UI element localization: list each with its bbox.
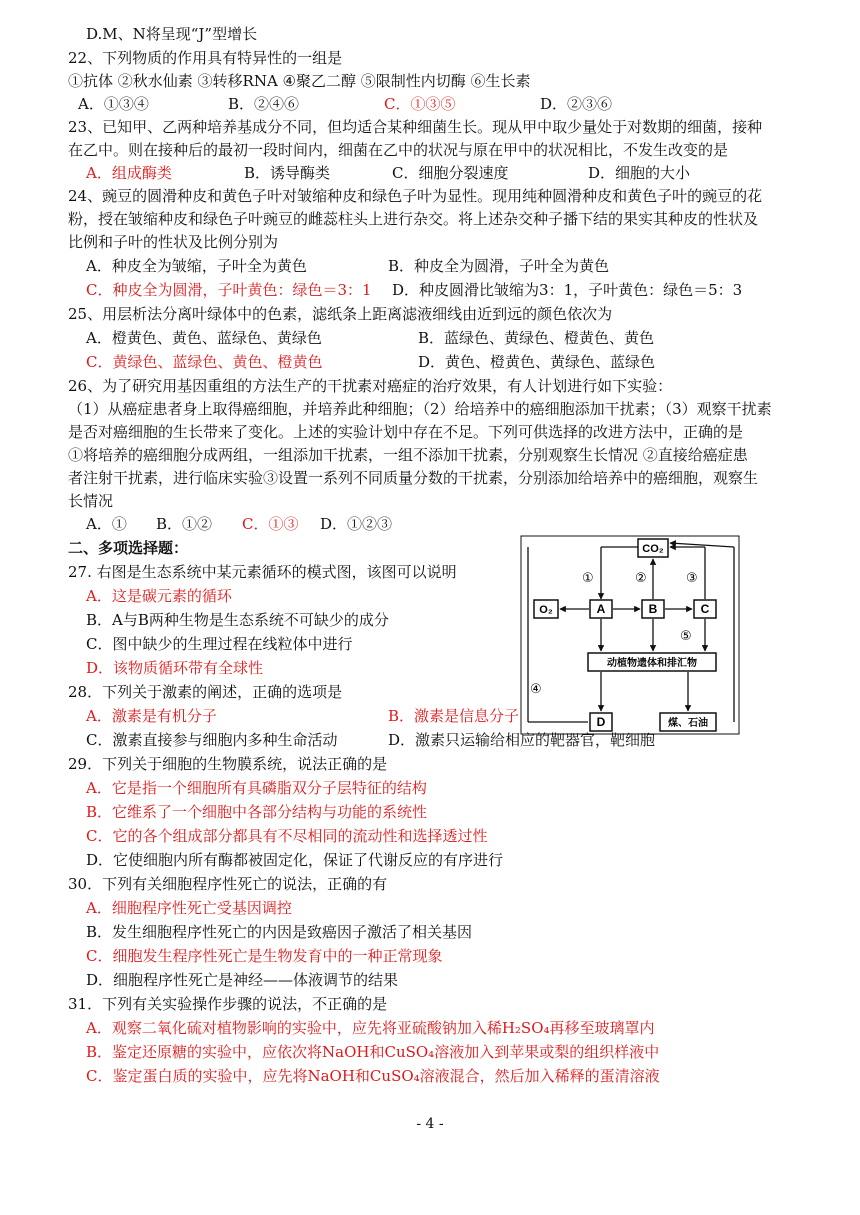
- node-c-label: C: [700, 602, 710, 616]
- section-heading: 二、多项选择题：: [68, 539, 189, 557]
- q30-option-a: A．细胞程序性死亡受基因调控: [86, 899, 292, 917]
- remains-label: 动植物遗体和排汇物: [607, 658, 697, 669]
- q23-option-a: A．组成酶类: [86, 164, 172, 182]
- q24-option-c: C．种皮全为圆滑，子叶黄色：绿色＝3：1: [86, 281, 372, 299]
- q28-option-b: B．激素是信息分子: [388, 707, 520, 725]
- q24-stem-3: 比例和子叶的性状及比例分别为: [68, 233, 279, 251]
- label-4: ④: [530, 682, 542, 697]
- q24-stem-2: 粉，授在皱缩种皮和绿色子叶豌豆的雌蕊柱头上进行杂交。将上述杂交种子播下结的果实其种皮的性状及: [68, 210, 759, 228]
- node-b-label: B: [648, 602, 658, 616]
- q27-stem: 27. 右图是生态系统中某元素循环的模式图，该图可以说明: [68, 563, 457, 581]
- q29-option-c: C．它的各个组成部分都具有不尽相同的流动性和选择透过性: [86, 827, 488, 845]
- q31-option-b: B．鉴定还原糖的实验中，应依次将NaOH和CuSO₄溶液加入到苹果或梨的组织样液中: [86, 1043, 660, 1061]
- co2-label: CO₂: [642, 543, 664, 555]
- label-1: ①: [582, 571, 594, 586]
- q22-option-c: C．①③⑤: [384, 95, 456, 113]
- q22-option-a: A．①③④: [78, 95, 149, 113]
- q28-stem: 28．下列关于激素的阐述，正确的选项是: [68, 683, 343, 701]
- q25-option-b: B．蓝绿色、黄绿色、橙黄色、黄色: [418, 329, 655, 347]
- q28-option-d: D．激素只运输给相应的靶器官，靶细胞: [388, 731, 656, 749]
- q27-option-a: A．这是碳元素的循环: [86, 587, 232, 605]
- q26-option-c: C．①③: [242, 515, 299, 533]
- q28-option-a: A．激素是有机分子: [86, 707, 217, 725]
- label-2: ②: [635, 571, 647, 586]
- q31-stem: 31．下列有关实验操作步骤的说法，不正确的是: [68, 995, 388, 1013]
- q22-items: ①抗体 ②秋水仙素 ③转移RNA ④聚乙二醇 ⑤限制性内切酶 ⑥生长素: [68, 72, 531, 90]
- q21-option-d: D.M、N将呈现“J”型增长: [86, 25, 258, 43]
- q23-option-b: B．诱导酶类: [244, 164, 331, 182]
- q30-option-b: B．发生细胞程序性死亡的内因是致癌因子激活了相关基因: [86, 923, 473, 941]
- q26-option-b: B．①②: [156, 515, 213, 533]
- q29-option-d: D．它使细胞内所有酶都被固定化，保证了代谢反应的有序进行: [86, 851, 504, 869]
- label-5: ⑤: [680, 629, 692, 644]
- q26-stem-3: 是否对癌细胞的生长带来了变化。上述的实验计划中存在不足。下列可供选择的改进方法中，正确的是: [68, 423, 744, 441]
- node-a-label: A: [596, 602, 606, 616]
- q26-stem-6: 长情况: [68, 492, 114, 510]
- q22-option-b: B．②④⑥: [228, 95, 300, 113]
- q30-option-d: D．细胞程序性死亡是神经——体液调节的结果: [86, 971, 399, 989]
- node-d-label: D: [596, 715, 606, 729]
- q23-option-c: C．细胞分裂速度: [392, 164, 509, 182]
- q25-option-a: A．橙黄色、黄色、蓝绿色、黄绿色: [86, 329, 322, 347]
- q24-option-d: D．种皮圆滑比皱缩为3：1，子叶黄色：绿色＝5：3: [392, 281, 743, 299]
- q24-option-a: A．种皮全为皱缩，子叶全为黄色: [86, 257, 307, 275]
- q29-stem: 29．下列关于细胞的生物膜系统，说法正确的是: [68, 755, 388, 773]
- q23-stem-1: 23、已知甲、乙两种培养基成分不同，但均适合某种细菌生长。现从甲中取少量处于对数期的细菌，接种: [68, 118, 763, 136]
- q25-stem: 25、用层析法分离叶绿体中的色素，滤纸条上距离滤液细线由近到远的颜色依次为: [68, 305, 613, 323]
- q23-stem-2: 在乙中。则在接种后的最初一段时间内，细菌在乙中的状况与原在甲中的状况相比，不发生改变的是: [68, 141, 729, 159]
- q27-option-c: C．图中缺少的生理过程在线粒体中进行: [86, 635, 353, 653]
- q26-stem-2: （1）从癌症患者身上取得癌细胞，并培养此种细胞；（2）给培养中的癌细胞添加干扰素；（3）观察干扰素: [68, 400, 772, 418]
- page-number: - 4 -: [416, 1116, 444, 1132]
- q26-option-a: A．①: [86, 515, 127, 533]
- o2-label: O₂: [539, 604, 553, 616]
- q29-option-b: B．它维系了一个细胞中各部分结构与功能的系统性: [86, 803, 428, 821]
- q31-option-a: A．观察二氧化硫对植物影响的实验中，应先将亚硫酸钠加入稀H₂SO₄再移至玻璃罩内: [86, 1019, 655, 1037]
- q26-stem-1: 26、为了研究用基因重组的方法生产的干扰素对癌症的治疗效果，有人计划进行如下实验：: [68, 377, 673, 395]
- q26-stem-4: ①将培养的癌细胞分成两组，一组添加干扰素，一组不添加干扰素，分别观察生长情况 ②直接给癌症患: [68, 446, 748, 464]
- q27-option-b: B．A与B两种生物是生态系统不可缺少的成分: [86, 611, 389, 629]
- q31-option-c: C．鉴定蛋白质的实验中，应先将NaOH和CuSO₄溶液混合，然后加入稀释的蛋清溶液: [86, 1067, 660, 1085]
- q23-option-d: D．细胞的大小: [588, 164, 691, 182]
- q24-option-b: B．种皮全为圆滑，子叶全为黄色: [388, 257, 610, 275]
- q22-option-d: D．②③⑥: [540, 95, 613, 113]
- q30-option-c: C．细胞发生程序性死亡是生物发育中的一种正常现象: [86, 947, 443, 965]
- q29-option-a: A．它是指一个细胞所有具磷脂双分子层特征的结构: [86, 779, 427, 797]
- q22-stem: 22、下列物质的作用具有特异性的一组是: [68, 49, 343, 67]
- q25-option-d: D．黄色、橙黄色、黄绿色、蓝绿色: [418, 353, 656, 371]
- q26-stem-5: 者注射干扰素，进行临床实验③设置一系列不同质量分数的干扰素，分别添加给培养中的癌细胞，观察生: [68, 469, 759, 487]
- coal-label: 煤、石油: [668, 718, 708, 729]
- q30-stem: 30．下列有关细胞程序性死亡的说法，正确的有: [68, 875, 388, 893]
- q24-stem-1: 24、豌豆的圆滑种皮和黄色子叶对皱缩种皮和绿色子叶为显性。现用纯种圆滑种皮和黄色子叶的豌豆的花: [68, 187, 763, 205]
- label-3: ③: [686, 571, 698, 586]
- element-cycle-diagram: [520, 535, 740, 735]
- q27-option-d: D．该物质循环带有全球性: [86, 659, 264, 677]
- q28-option-c: C．激素直接参与细胞内多种生命活动: [86, 731, 338, 749]
- q25-option-c: C．黄绿色、蓝绿色、黄色、橙黄色: [86, 353, 323, 371]
- q26-option-d: D．①②③: [320, 515, 393, 533]
